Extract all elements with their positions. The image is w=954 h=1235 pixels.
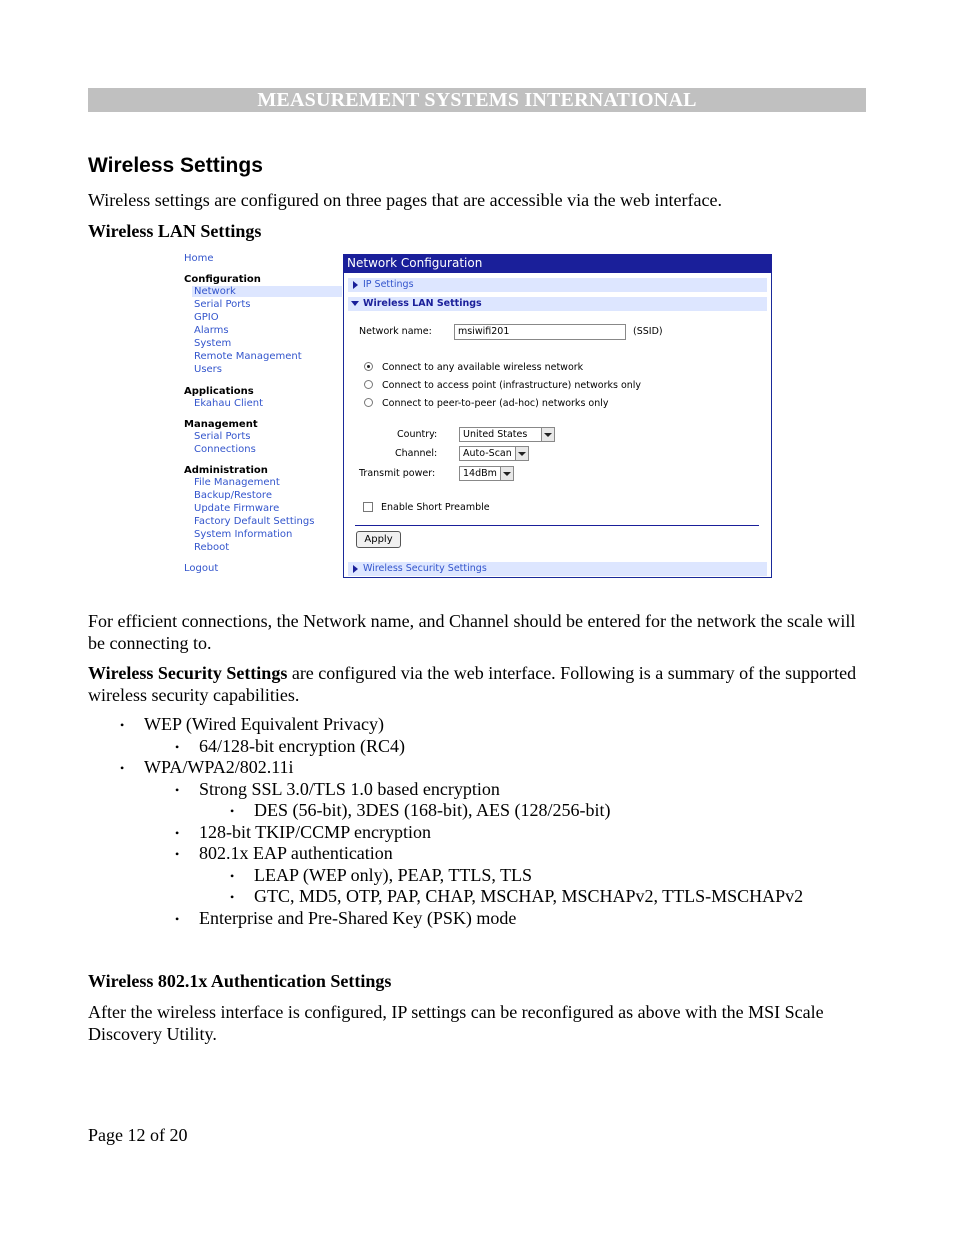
nav-heading-configuration: Configuration: [184, 274, 261, 285]
nav-item-update-firmware[interactable]: Update Firmware: [194, 503, 280, 514]
collapse-arrow-icon: [351, 301, 359, 306]
channel-value: Auto-Scan: [463, 448, 512, 459]
list-item: 64/128-bit encryption (RC4): [199, 736, 405, 756]
bullet-icon: •: [175, 740, 180, 754]
list-item: GTC, MD5, OTP, PAP, CHAP, MSCHAP, MSCHAPv2, TTLS-MSCHAPv2: [254, 886, 804, 906]
list-item: WPA/WPA2/802.11i: [144, 757, 294, 777]
nav-item-network[interactable]: Network: [192, 286, 342, 297]
dropdown-arrow-icon: [541, 428, 554, 441]
country-value: United States: [463, 429, 528, 440]
subheading-wlan: Wireless LAN Settings: [88, 221, 262, 241]
bullet-icon: •: [230, 804, 235, 818]
nav-home[interactable]: Home: [184, 253, 214, 264]
discovery-paragraph: After the wireless interface is configured, IP settings can be reconfigured as above with the MSI Scale Discovery Utility.: [88, 1002, 824, 1044]
list-item: 802.1x EAP authentication: [199, 843, 393, 863]
nav-heading-administration: Administration: [184, 465, 268, 476]
network-name-input[interactable]: msiwifi201: [454, 324, 626, 340]
form-divider: [355, 525, 759, 526]
transmit-power-label: Transmit power:: [359, 468, 436, 479]
list-item: DES (56-bit), 3DES (168-bit), AES (128/256-bit): [254, 800, 611, 820]
country-select[interactable]: [459, 427, 555, 442]
panel-title: Network Configuration: [343, 254, 772, 273]
country-label: Country:: [397, 429, 438, 440]
bullet-icon: •: [175, 847, 180, 861]
dropdown-arrow-icon: [515, 447, 528, 460]
section-title: Wireless Settings: [88, 154, 263, 177]
bullet-icon: •: [175, 783, 180, 797]
bullet-icon: •: [120, 761, 125, 775]
radio-adhoc-label: Connect to peer-to-peer (ad-hoc) networks only: [382, 398, 609, 409]
list-item: LEAP (WEP only), PEAP, TTLS, TLS: [254, 865, 533, 885]
list-item: Strong SSL 3.0/TLS 1.0 based encryption: [199, 779, 500, 799]
transmit-power-value: 14dBm: [463, 468, 497, 479]
channel-select[interactable]: [459, 446, 529, 461]
bullet-icon: •: [230, 869, 235, 883]
ip-settings-section[interactable]: [348, 278, 767, 292]
radio-infrastructure-label: Connect to access point (infrastructure) networks only: [382, 380, 642, 391]
nav-item-alarms[interactable]: Alarms: [194, 325, 229, 336]
list-item: 128-bit TKIP/CCMP encryption: [199, 822, 432, 842]
nav-item-remote-management[interactable]: Remote Management: [194, 351, 302, 362]
short-preamble-label: Enable Short Preamble: [381, 502, 490, 513]
connection-paragraph: For efficient connections, the Network name, and Channel should be entered for the network the scale will be connecting to.: [88, 611, 856, 653]
bullet-icon: •: [120, 718, 125, 732]
ip-settings-label: IP Settings: [363, 279, 414, 290]
transmit-power-select[interactable]: [459, 466, 514, 481]
expand-arrow-icon: [353, 565, 358, 573]
wlan-settings-label: Wireless LAN Settings: [363, 298, 482, 309]
nav-logout[interactable]: Logout: [184, 563, 219, 574]
radio-any-network[interactable]: [364, 362, 373, 371]
channel-label: Channel:: [395, 448, 438, 459]
nav-heading-applications: Applications: [184, 386, 254, 397]
security-paragraph: [88, 662, 868, 706]
nav-item-mgmt-serial-ports[interactable]: Serial Ports: [194, 431, 251, 442]
nav-item-connections[interactable]: Connections: [194, 444, 256, 455]
radio-infrastructure[interactable]: [364, 380, 373, 389]
dropdown-arrow-icon: [500, 467, 513, 480]
apply-button[interactable]: Apply: [356, 531, 401, 548]
nav-item-system[interactable]: System: [194, 338, 232, 349]
bullet-icon: •: [230, 890, 235, 904]
wireless-security-label: Wireless Security Settings: [363, 563, 487, 574]
list-item: Enterprise and Pre-Shared Key (PSK) mode: [199, 908, 517, 928]
nav-item-system-information[interactable]: System Information: [194, 529, 293, 540]
ssid-hint: (SSID): [633, 326, 663, 337]
nav-item-gpio[interactable]: GPIO: [194, 312, 219, 323]
nav-item-users[interactable]: Users: [194, 364, 223, 375]
expand-arrow-icon: [353, 281, 358, 289]
security-paragraph-bold: Wireless Security Settings: [88, 663, 288, 683]
radio-any-network-label: Connect to any available wireless network: [382, 362, 584, 373]
wireless-security-section[interactable]: [348, 562, 767, 576]
bullet-icon: •: [175, 826, 180, 840]
radio-adhoc[interactable]: [364, 398, 373, 407]
nav-item-factory-default[interactable]: Factory Default Settings: [194, 516, 315, 527]
nav-item-reboot[interactable]: Reboot: [194, 542, 230, 553]
wlan-settings-section[interactable]: [348, 297, 767, 311]
intro-paragraph: Wireless settings are configured on three pages that are accessible via the web interface.: [88, 190, 722, 210]
nav-item-file-management[interactable]: File Management: [194, 477, 280, 488]
header-banner: MEASUREMENT SYSTEMS INTERNATIONAL: [88, 88, 866, 112]
subheading-8021x: Wireless 802.1x Authentication Settings: [88, 971, 392, 991]
nav-item-backup-restore[interactable]: Backup/Restore: [194, 490, 272, 501]
list-item: WEP (Wired Equivalent Privacy): [144, 714, 385, 734]
nav-heading-management: Management: [184, 419, 258, 430]
nav-item-serial-ports[interactable]: Serial Ports: [194, 299, 251, 310]
page-number: Page 12 of 20: [88, 1125, 188, 1145]
short-preamble-checkbox[interactable]: [363, 502, 373, 512]
security-paragraph-rest: are configured via the web interface. Following is a summary of the supported wireless security capabilities.: [88, 663, 857, 705]
network-name-label: Network name:: [359, 326, 432, 337]
bullet-icon: •: [175, 912, 180, 926]
nav-item-ekahau-client[interactable]: Ekahau Client: [194, 398, 263, 409]
